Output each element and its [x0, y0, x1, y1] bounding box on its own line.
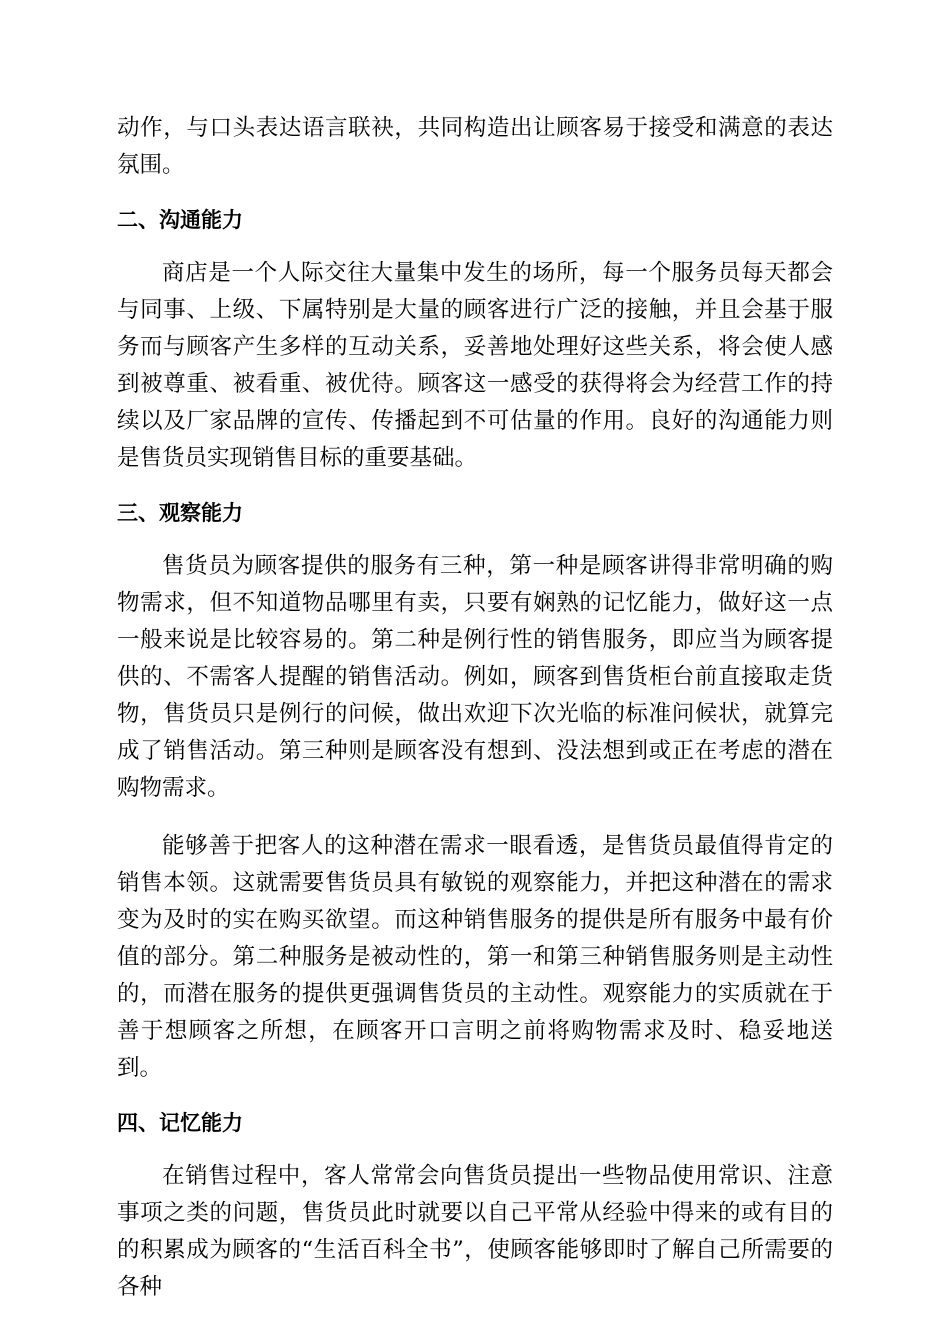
document-page — [117, 110, 833, 1306]
paragraph-observation-1: 售货员为顾客提供的服务有三种，第一种是顾客讲得非常明确的购物需求，但不知道物品哪里有卖，只要有娴熟的记忆能力，做好这一点一般来说是比较容易的。第二种是例行性的销售服务，即应当为顾客提供的、不需客人提醒的销售活动。例如，顾客到售货柜台前直接取走货物，售货员只是例行的问候，做出欢迎下次光临的标准问候状，就算完成了销售活动。第三种则是顾客没有想到、没法想到或正在考虑的潜在购物需求。 — [117, 553, 833, 801]
spacer — [117, 807, 833, 828]
section-heading-memory: 四、记忆能力 — [117, 1111, 243, 1135]
paragraph-communication: 商店是一个人际交往大量集中发生的场所，每一个服务员每天都会与同事、上级、下属特别是大量的顾客进行广泛的接触，并且会基于服务而与顾客产生多样的互动关系，妥善地处理好这些关系，将会使人感到被尊重、被看重、被优待。顾客这一感受的获得将会为经营工作的持续以及厂家品牌的宣传、传播起到不可估量的作用。良好的沟通能力则是售货员实现销售目标的重要基础。 — [117, 260, 833, 471]
section-heading-observation: 三、观察能力 — [117, 501, 243, 525]
spacer — [117, 235, 833, 255]
section-heading-communication: 二、沟通能力 — [117, 208, 243, 232]
paragraph-observation-2: 能够善于把客人的这种潜在需求一眼看透，是售货员最值得肯定的销售本领。这就需要售货员具有敏锐的观察能力，并把这种潜在的需求变为及时的实在购买欲望。而这种销售服务的提供是所有服务中最有价值的部分。第二种服务是被动性的，第一和第三种销售服务则是主动性的，而潜在服务的提供更强调售货员的主动性。观察能力的实质就在于善于想顾客之所想，在顾客开口言明之前将购物需求及时、稳妥地送到。 — [117, 833, 833, 1081]
spacer — [117, 184, 833, 205]
spacer — [117, 477, 833, 498]
intro-paragraph: 动作，与口头表达语言联袂，共同构造出让顾客易于接受和满意的表达氛围。 — [117, 115, 833, 178]
spacer — [117, 1087, 833, 1108]
paragraph-memory: 在销售过程中，客人常常会向售货员提出一些物品使用常识、注意事项之类的问题，售货员此时就要以自己平常从经验中得来的或有目的的积累成为顾客的“生活百科全书”，使顾客能够即时了解自己所需要的各种 — [117, 1163, 833, 1300]
spacer — [117, 528, 833, 548]
spacer — [117, 1138, 833, 1158]
